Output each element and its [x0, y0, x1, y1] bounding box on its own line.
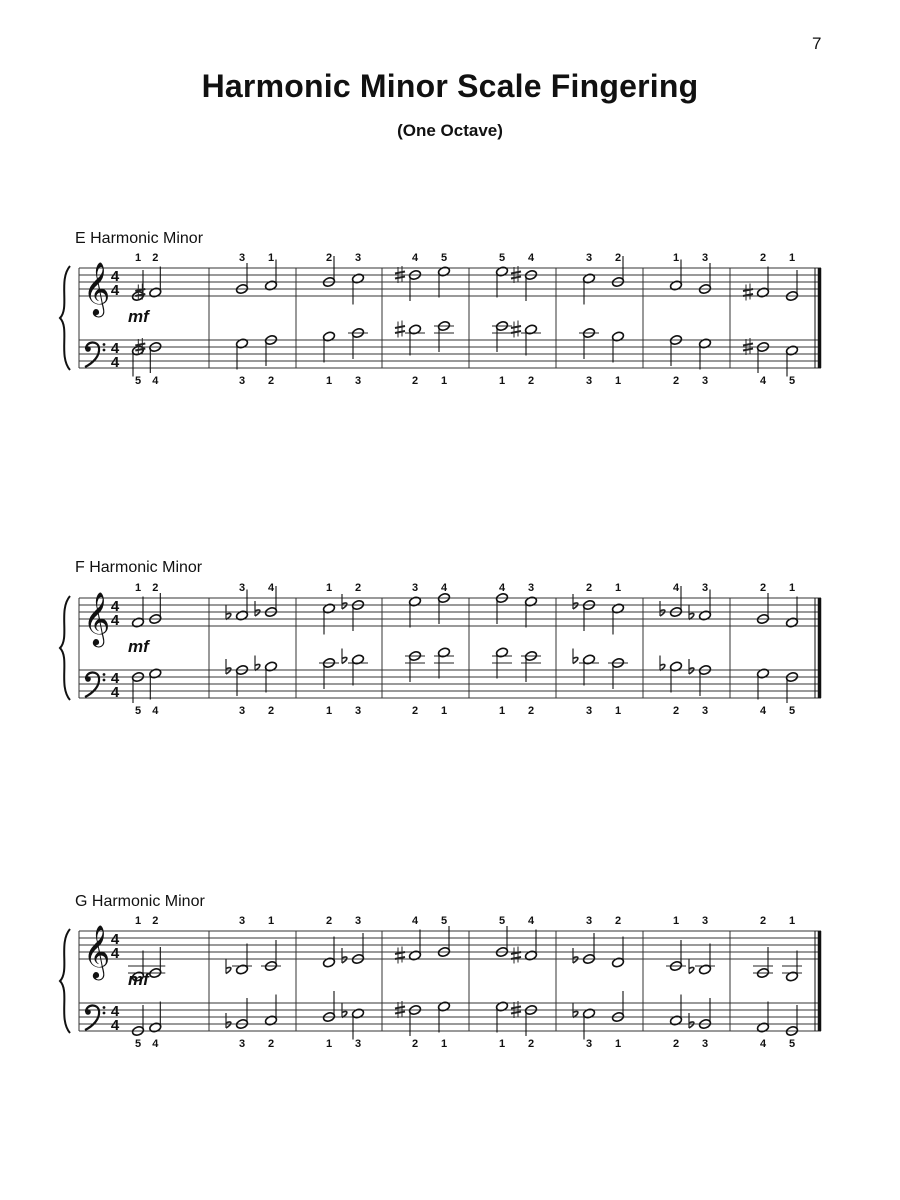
treble-fingering: 1: [672, 915, 680, 927]
flat-sign: [342, 948, 347, 963]
bass-fingering: 2: [672, 1038, 680, 1050]
bass-fingering: 2: [411, 1038, 419, 1050]
bass-fingering: 3: [585, 1038, 593, 1050]
sharp-sign: [395, 321, 405, 338]
treble-fingering: 3: [701, 252, 709, 264]
bass-fingering: 3: [238, 375, 246, 387]
time-signature-numerator: 4: [110, 1003, 120, 1020]
page-subtitle: (One Octave): [397, 121, 503, 140]
treble-fingering: 1: [788, 915, 796, 927]
time-signature-numerator: 4: [110, 340, 120, 357]
treble-fingering: 3: [354, 915, 362, 927]
treble-fingering: 1: [134, 915, 142, 927]
bass-clef-icon: [85, 1005, 105, 1030]
flat-sign: [226, 659, 231, 674]
flat-sign: [226, 959, 231, 974]
treble-fingering: 4: [672, 582, 680, 594]
treble-fingering: 3: [701, 915, 709, 927]
treble-fingering: 5: [440, 915, 448, 927]
bass-fingering: 2: [672, 375, 680, 387]
bass-fingering: 5: [788, 375, 796, 387]
bass-fingering: 3: [238, 705, 246, 717]
treble-fingering: 3: [585, 915, 593, 927]
flat-sign: [573, 948, 578, 963]
flat-sign: [689, 959, 694, 974]
treble-fingering: 3: [411, 582, 419, 594]
treble-clef-icon: 𝄞: [83, 592, 111, 644]
bass-fingering: 3: [354, 1038, 362, 1050]
dynamic-marking: mf: [128, 637, 149, 656]
bass-fingering: 2: [411, 375, 419, 387]
treble-fingering: 1: [788, 252, 796, 264]
bass-fingering: 5: [788, 1038, 796, 1050]
treble-fingering: 4: [498, 582, 506, 594]
time-signature-denominator: 4: [110, 945, 120, 962]
treble-fingering: 4: [267, 582, 275, 594]
bass-fingering: 3: [585, 375, 593, 387]
treble-fingering: 4: [527, 252, 535, 264]
bass-fingering: 2: [672, 705, 680, 717]
bass-fingering: 1: [440, 1038, 448, 1050]
page-title: Harmonic Minor Scale Fingering: [201, 68, 699, 104]
treble-fingering: 3: [585, 252, 593, 264]
sharp-sign: [511, 321, 521, 338]
treble-fingering: 1: [134, 582, 142, 594]
treble-fingering: 1: [267, 915, 275, 927]
scale-title-f-harmonic-minor: F Harmonic Minor: [75, 559, 203, 576]
treble-clef-icon: 𝄞: [83, 262, 111, 314]
bass-fingering: 5: [134, 1038, 142, 1050]
flat-sign: [226, 1013, 231, 1028]
bass-fingering: 1: [325, 705, 333, 717]
bass-fingering: 3: [701, 375, 709, 387]
bass-fingering: 4: [759, 1038, 767, 1050]
time-signature-numerator: 4: [110, 268, 120, 285]
bass-fingering: 3: [701, 705, 709, 717]
bass-fingering: 2: [527, 375, 535, 387]
treble-fingering: 1: [788, 582, 796, 594]
treble-fingering: 1: [267, 252, 275, 264]
flat-sign: [660, 601, 665, 616]
flat-sign: [255, 656, 260, 671]
treble-fingering: 5: [440, 252, 448, 264]
brace-icon: [60, 266, 70, 370]
bass-fingering: 1: [325, 1038, 333, 1050]
bass-fingering: 1: [498, 1038, 506, 1050]
dynamic-marking: mf: [128, 307, 149, 326]
score-system-e-harmonic-minor: [0, 250, 900, 450]
flat-sign: [660, 656, 665, 671]
brace-icon: [60, 929, 70, 1033]
score-system-f-harmonic-minor: [0, 580, 900, 780]
treble-fingering: 1: [325, 582, 333, 594]
flat-sign: [342, 649, 347, 664]
treble-fingering: 3: [238, 915, 246, 927]
treble-fingering: 2: [325, 252, 333, 264]
bass-fingering: 1: [440, 375, 448, 387]
bass-fingering: 1: [614, 375, 622, 387]
time-signature-denominator: 4: [110, 1017, 120, 1034]
treble-fingering: 4: [411, 915, 419, 927]
bass-fingering: 2: [267, 375, 275, 387]
scale-title-g-harmonic-minor: G Harmonic Minor: [75, 893, 205, 910]
treble-fingering: 4: [440, 582, 448, 594]
bass-fingering: 1: [498, 375, 506, 387]
treble-fingering: 3: [701, 582, 709, 594]
flat-sign: [689, 1013, 694, 1028]
flat-sign: [573, 649, 578, 664]
sharp-sign: [395, 947, 405, 964]
treble-fingering: 2: [614, 252, 622, 264]
bass-fingering: 2: [411, 705, 419, 717]
bass-clef-icon: [85, 342, 105, 367]
bass-fingering: 4: [759, 375, 767, 387]
bass-fingering: 4: [152, 375, 159, 387]
treble-fingering: 1: [134, 252, 142, 264]
brace-icon: [60, 596, 70, 700]
bass-fingering: 2: [527, 705, 535, 717]
bass-fingering: 1: [614, 1038, 622, 1050]
bass-fingering: 4: [152, 1038, 159, 1050]
time-signature-numerator: 4: [110, 598, 120, 615]
flat-sign: [573, 594, 578, 609]
scale-title-e-harmonic-minor: E Harmonic Minor: [75, 230, 204, 247]
treble-fingering: 5: [498, 915, 506, 927]
treble-fingering: 5: [498, 252, 506, 264]
bass-fingering: 1: [498, 705, 506, 717]
time-signature-numerator: 4: [110, 931, 120, 948]
treble-fingering: 1: [672, 252, 680, 264]
page-number: 7: [812, 34, 822, 53]
score-system-g-harmonic-minor: [0, 913, 900, 1113]
half-note: [322, 991, 335, 1023]
treble-fingering: 3: [238, 252, 246, 264]
bass-fingering: 3: [701, 1038, 709, 1050]
treble-clef-icon: 𝄞: [83, 925, 111, 977]
bass-fingering: 3: [354, 705, 362, 717]
time-signature-numerator: 4: [110, 670, 120, 687]
treble-fingering: 2: [585, 582, 593, 594]
bass-fingering: 1: [440, 705, 448, 717]
bass-fingering: 3: [585, 705, 593, 717]
treble-fingering: 2: [152, 915, 159, 927]
bass-fingering: 2: [527, 1038, 535, 1050]
treble-fingering: 2: [152, 252, 159, 264]
flat-sign: [255, 601, 260, 616]
bass-fingering: 3: [354, 375, 362, 387]
treble-fingering: 3: [354, 252, 362, 264]
bass-fingering: 5: [134, 375, 142, 387]
treble-fingering: 4: [527, 915, 535, 927]
half-note: [611, 991, 624, 1023]
time-signature-denominator: 4: [110, 612, 120, 629]
bass-fingering: 2: [267, 705, 275, 717]
treble-fingering: 2: [614, 915, 622, 927]
treble-fingering: 4: [411, 252, 419, 264]
bass-fingering: 1: [325, 375, 333, 387]
treble-fingering: 2: [325, 915, 333, 927]
flat-sign: [689, 659, 694, 674]
treble-fingering: 2: [759, 582, 767, 594]
treble-fingering: 2: [759, 915, 767, 927]
bass-fingering: 5: [788, 705, 796, 717]
treble-fingering: 2: [759, 252, 767, 264]
time-signature-denominator: 4: [110, 282, 120, 299]
flat-sign: [342, 594, 347, 609]
bass-fingering: 4: [759, 705, 767, 717]
bass-fingering: 3: [238, 1038, 246, 1050]
dynamic-marking: mf: [128, 970, 149, 989]
bass-fingering: 4: [152, 705, 159, 717]
sharp-sign: [743, 284, 753, 301]
bass-fingering: 5: [134, 705, 142, 717]
bass-fingering: 2: [267, 1038, 275, 1050]
bass-fingering: 1: [614, 705, 622, 717]
treble-fingering: 2: [354, 582, 362, 594]
treble-fingering: 3: [527, 582, 535, 594]
treble-fingering: 1: [614, 582, 622, 594]
treble-fingering: 3: [238, 582, 246, 594]
time-signature-denominator: 4: [110, 684, 120, 701]
bass-clef-icon: [85, 672, 105, 697]
sharp-sign: [511, 947, 521, 964]
time-signature-denominator: 4: [110, 354, 120, 371]
treble-fingering: 2: [152, 582, 159, 594]
